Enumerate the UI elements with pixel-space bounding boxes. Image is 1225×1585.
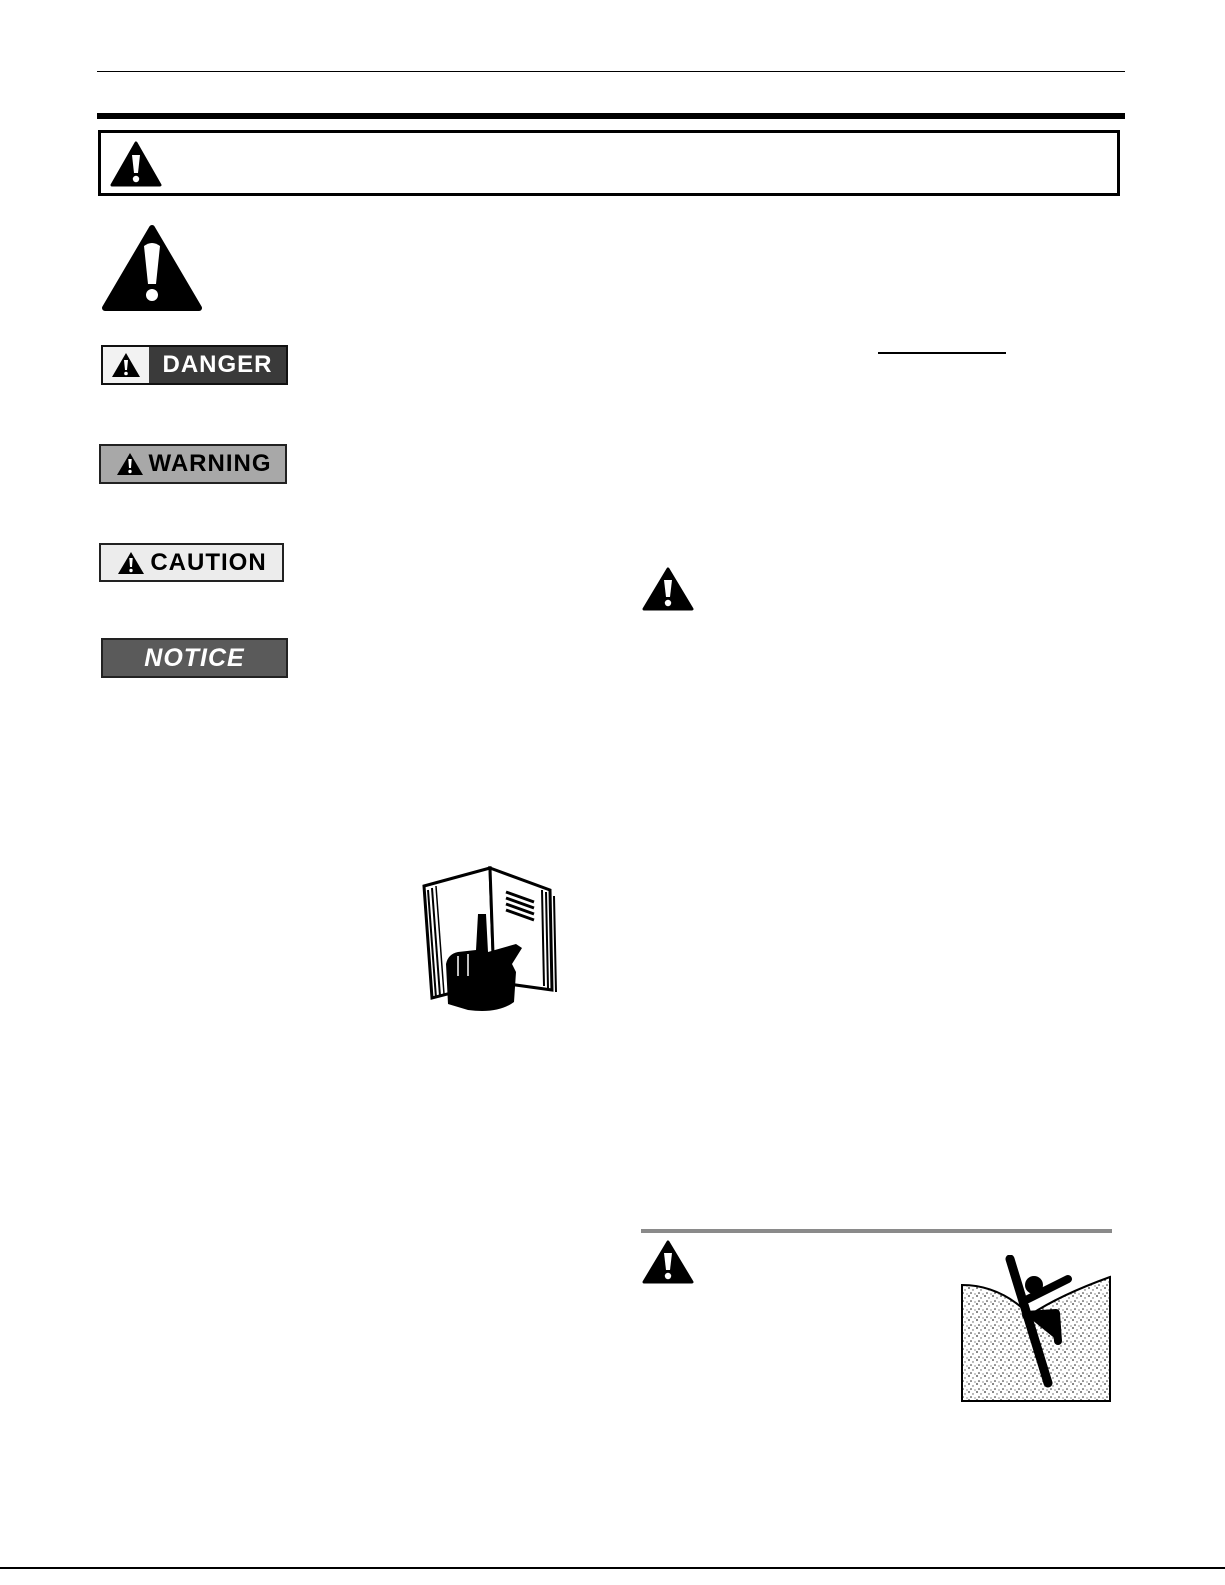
section-header-box xyxy=(98,130,1120,196)
underline-mark xyxy=(878,352,1006,354)
right-warning-icon-2 xyxy=(641,1239,695,1285)
caution-label xyxy=(99,543,284,582)
large-warning-icon xyxy=(101,224,203,312)
warning-text: WARNING xyxy=(148,450,272,477)
top-rule xyxy=(97,71,1125,72)
caution-label-icon xyxy=(116,550,146,576)
header-warning-icon xyxy=(110,141,162,187)
notice-text: NOTICE xyxy=(144,643,245,672)
read-manual-icon xyxy=(418,864,560,1014)
warning-label-icon xyxy=(115,451,145,477)
danger-warning-icon xyxy=(103,347,149,383)
bottom-rule xyxy=(0,1567,1225,1569)
danger-text: DANGER xyxy=(162,351,273,378)
falling-person-icon xyxy=(960,1255,1114,1405)
caution-text: CAUTION xyxy=(150,548,267,576)
danger-label xyxy=(101,345,288,385)
warning-label xyxy=(99,444,287,484)
callout-rule xyxy=(641,1229,1112,1233)
notice-label xyxy=(101,638,288,678)
right-warning-icon-1 xyxy=(641,566,695,612)
section-rule xyxy=(97,113,1125,119)
